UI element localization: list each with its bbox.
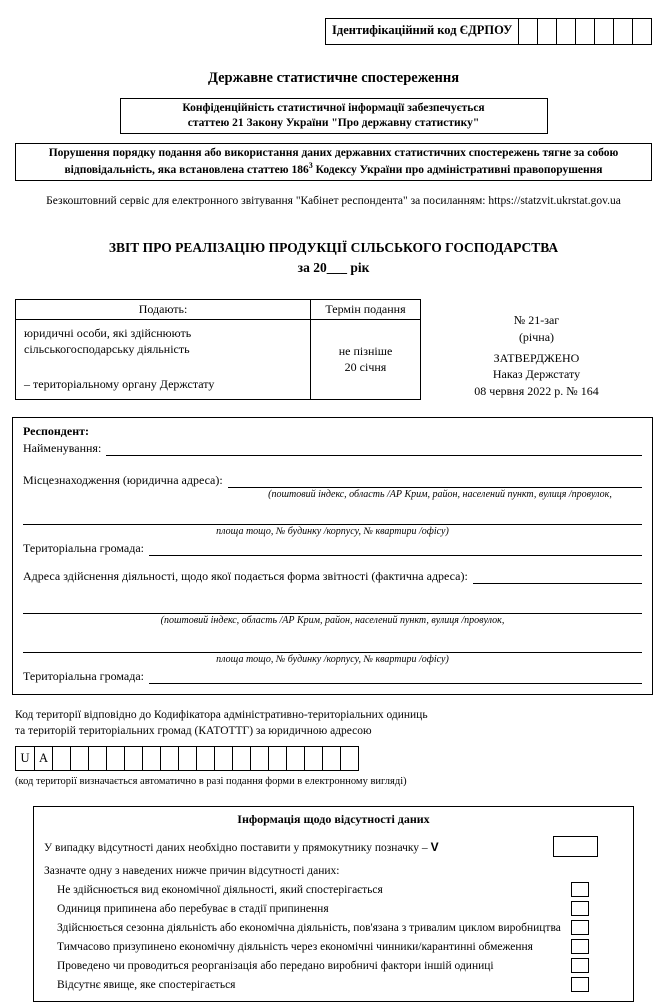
no-data-instruction: У випадку відсутності даних необхідно поставити у прямокутнику позначку – V [44,839,439,854]
katottg-section [15,708,652,789]
name-input-line[interactable] [106,442,642,456]
reason-row [44,920,623,935]
reason-row [44,977,623,992]
address-hint-2: площа тощо, № будинку /корпусу, № квартири /офісу) [216,526,449,538]
approved-label: ЗАТВЕРДЖЕНО [493,350,580,365]
choose-reason-label: Зазначте одну з наведених нижче причин відсутності даних: [44,865,340,878]
katottg-cell[interactable] [250,747,268,770]
confidentiality-box [120,98,548,134]
confidentiality-line2: статтею 21 Закону України "Про державну статистику" [187,116,480,129]
respondent-title: Респондент: [23,424,89,439]
reason-checkbox[interactable] [571,939,589,954]
reason-checkbox[interactable] [571,901,589,916]
edrpou-cell[interactable] [613,19,632,44]
reason-row [44,901,623,916]
approval-order-date: 08 червня 2022 р. № 164 [474,384,599,399]
v-mark: V [430,839,439,854]
no-data-title: Інформація щодо відсутності даних [237,812,430,827]
katottg-note: (код території визначається автоматично в разі подання форми в електронному вигляді) [15,776,407,788]
katottg-cell[interactable] [214,747,232,770]
community-label-2: Територіальна громада: [23,669,144,684]
edrpou-cells [518,19,670,44]
submission-table-header-who: Подають: [16,300,311,320]
reason-row [44,958,623,973]
free-service-note: Безкоштовний сервіс для електронного звітування "Кабінет респондента" за посиланням: https://statzvit.ukrstat.gov.ua [46,194,621,207]
submission-table-header-deadline: Термін подання [311,300,421,320]
katottg-cell[interactable] [142,747,160,770]
edrpou-cell[interactable] [518,19,537,44]
katottg-cell[interactable] [106,747,124,770]
community-label: Територіальна громада: [23,541,144,556]
katottg-cell[interactable] [196,747,214,770]
katottg-cell[interactable] [124,747,142,770]
no-data-instruction-row [44,836,623,857]
violation-superscript: 3 [308,160,313,170]
edrpou-code-box [325,18,652,45]
edrpou-cell[interactable] [632,19,651,44]
katottg-cell[interactable] [88,747,106,770]
katottg-cell[interactable] [286,747,304,770]
katottg-line2: та територій територіальних громад (КАТОТТГ) за юридичною адресою [15,724,372,737]
edrpou-cell[interactable] [594,19,613,44]
approval-order: Наказ Держстату [492,367,581,382]
submission-who-cell: юридичні особи, які здійснюють сільськогосподарську діяльність – територіальному органу Держстату [16,320,311,400]
katottg-line1: Код території відповідно до Кодифікатора адміністративно-територіальних одиниць [15,709,428,722]
katottg-cell[interactable] [322,747,340,770]
katottg-cell[interactable] [160,747,178,770]
reason-label: Одиниця припинена або перебуває в стадії припинення [57,902,329,915]
activity-address-input-line-2[interactable] [23,600,642,614]
reason-label: Проведено чи проводиться реорганізація або передано виробничі фактори іншій одиниці [57,959,494,972]
no-data-reasons-list [44,882,623,992]
reason-row [44,882,623,897]
no-data-section [33,806,634,1002]
legal-address-input-line[interactable] [228,474,642,488]
report-title [15,238,652,279]
reason-label: Не здійснюється вид економічної діяльності, який спостерігається [57,883,383,896]
violation-box [15,143,652,181]
katottg-cell[interactable] [70,747,88,770]
legal-address-label: Місцезнаходження (юридична адреса): [23,473,223,488]
address-hint-1: (поштовий індекс, область /АР Крим, район, населений пункт, вулиця /провулок, [268,489,612,501]
community-input-line[interactable] [149,542,642,556]
name-label: Найменування: [23,441,102,456]
violation-line1: Порушення порядку подання або використання даних державних статистичних спостережень тягне за собою [48,146,619,159]
edrpou-cell[interactable] [556,19,575,44]
katottg-prefix-cell: U [20,751,30,766]
approval-block [421,299,652,400]
report-title-line2: за 20___ рік [297,259,370,275]
katottg-cell[interactable] [304,747,322,770]
activity-address-label: Адреса здійснення діяльності, щодо якої подається форма звітності (фактична адреса): [23,569,468,584]
reason-checkbox[interactable] [571,920,589,935]
address-hint-4: площа тощо, № будинку /корпусу, № квартири /офісу) [216,654,449,666]
reason-checkbox[interactable] [571,882,589,897]
reason-checkbox[interactable] [571,958,589,973]
no-data-checkbox[interactable] [553,836,598,857]
violation-line2: відповідальність, яка встановлена статтею $186^3$ Кодексу України про адміністративні правопорушення [64,160,603,176]
katottg-cell[interactable] [268,747,286,770]
reason-label: Тимчасово призупинено економічну діяльність через економічні чинники/карантинні обмеження [57,940,533,953]
observation-title: Державне статистичне спостереження [207,70,460,86]
respondent-section [12,417,653,695]
edrpou-cell[interactable] [651,19,670,44]
katottg-cell[interactable] [52,747,70,770]
reason-checkbox[interactable] [571,977,589,992]
confidentiality-line1: Конфіденційність статистичної інформації забезпечується [182,102,485,114]
report-title-line1: ЗВІТ ПРО РЕАЛІЗАЦІЮ ПРОДУКЦІЇ СІЛЬСЬКОГО ГОСПОДАРСТВА [108,239,559,255]
edrpou-cell[interactable] [575,19,594,44]
address-hint-3: (поштовий індекс, область /АР Крим, район, населений пункт, вулиця /провулок, [160,615,505,627]
activity-address-input-line[interactable] [473,570,642,584]
form-periodicity: (річна) [518,329,555,344]
reason-label: Відсутнє явище, яке спостерігається [57,978,236,991]
katottg-cell[interactable] [178,747,196,770]
activity-address-input-line-3[interactable] [23,639,642,653]
submission-deadline-cell: не пізніше 20 січня [311,320,421,400]
edrpou-cell[interactable] [537,19,556,44]
katottg-prefix-cell: A [34,747,52,770]
form-number: № 21-заг [513,313,560,328]
katottg-cell[interactable] [340,747,358,770]
edrpou-label: Ідентифікаційний код ЄДРПОУ [332,23,513,37]
submission-table [15,299,421,400]
reason-label: Здійснюється сезонна діяльність або економічна діяльність, пов'язана з тривалим циклом виробництва [57,921,561,934]
community-input-line-2[interactable] [149,670,642,684]
reason-row [44,939,623,954]
katottg-cell[interactable] [232,747,250,770]
katottg-cells [15,746,359,771]
legal-address-input-line-2[interactable] [23,511,642,525]
submission-area [15,299,652,400]
